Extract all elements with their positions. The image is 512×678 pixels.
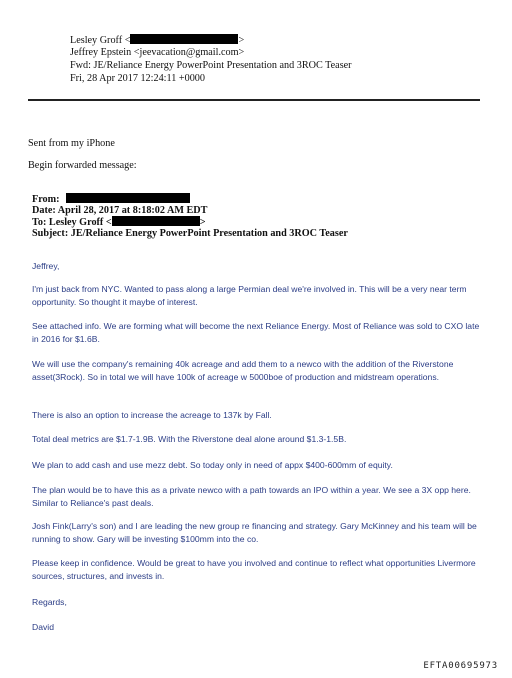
forwarded-header-subject	[32, 228, 348, 240]
document-id: EFTA00695973	[423, 661, 498, 671]
forwarded-header-date	[32, 205, 207, 217]
fwd-to-close: >	[199, 217, 206, 228]
redaction-box	[66, 193, 190, 203]
fwd-date-value: April 28, 2017 at 8:18:02 AM EDT	[57, 205, 208, 216]
header-divider	[28, 99, 480, 101]
begin-forwarded-line: Begin forwarded message:	[28, 160, 137, 171]
body-paragraph-4: There is also an option to increase the acreage to 137k by Fall.	[32, 410, 272, 420]
fwd-subject-label: Subject:	[32, 228, 69, 239]
body-paragraph-1: I'm just back from NYC. Wanted to pass along a large Permian deal we're involved in. This will be a very near term opportunity. So thought it maybe of interest.	[32, 284, 467, 307]
fwd-to-label: To:	[32, 217, 47, 228]
body-signature: David	[32, 622, 54, 632]
body-paragraph-3: We will use the company's remaining 40k acreage and add them to a newco with the addition of the Riverstone asset(3Rock). So in total we will have 100k of acreage w 5000boe of production and midstream operations.	[32, 359, 454, 382]
to-value: Jeffrey Epstein <jeevacation@gmail.com>	[70, 47, 245, 58]
from-value-text: Lesley Groff <	[70, 35, 131, 46]
sent-from-line: Sent from my iPhone	[28, 138, 115, 149]
from-value	[70, 34, 244, 47]
body-paragraph-8: Josh Fink(Larry's son) and I are leading the new group re financing and strategy. Gary McKinney and his team will be running to show. Gary will be investing $100mm into the co.	[32, 521, 477, 544]
fwd-from-label: From:	[32, 194, 60, 205]
body-paragraph-2: See attached info. We are forming what will become the next Reliance Energy. Most of Reliance was sold to CXO late in 2016 for $1.6B.	[32, 321, 480, 344]
body-paragraph-7: The plan would be to have this as a private newco with a path towards an IPO within a year. We see a 3X opp here. Similar to Reliance's past deals.	[32, 485, 471, 508]
body-greeting: Jeffrey,	[32, 261, 60, 271]
fwd-to-text: Lesley Groff <	[48, 217, 112, 228]
forwarded-header-to	[32, 216, 206, 229]
date-value: Fri, 28 Apr 2017 12:24:11 +0000	[70, 73, 205, 84]
body-paragraph-6: We plan to add cash and use mezz debt. So today only in need of appx $400-600mm of equity.	[32, 460, 393, 470]
forwarded-header-from	[32, 193, 190, 206]
fwd-date-label: Date:	[32, 205, 56, 216]
fwd-subject-value: JE/Reliance Energy PowerPoint Presentation and 3ROC Teaser	[70, 228, 348, 239]
body-paragraph-9: Please keep in confidence. Would be great to have you involved and continue to reflect what opportunities Livermore sources, structures, and invests in.	[32, 558, 476, 581]
body-paragraph-5: Total deal metrics are $1.7-1.9B. With the Riverstone deal alone around $1.3-1.5B.	[32, 434, 347, 444]
subject-value: Fwd: JE/Reliance Energy PowerPoint Presentation and 3ROC Teaser	[70, 60, 352, 71]
redaction-box	[130, 34, 238, 44]
from-value-close: >	[238, 35, 245, 46]
fwd-to-value	[49, 217, 206, 228]
redaction-box	[112, 216, 200, 226]
body-closing: Regards,	[32, 597, 67, 607]
